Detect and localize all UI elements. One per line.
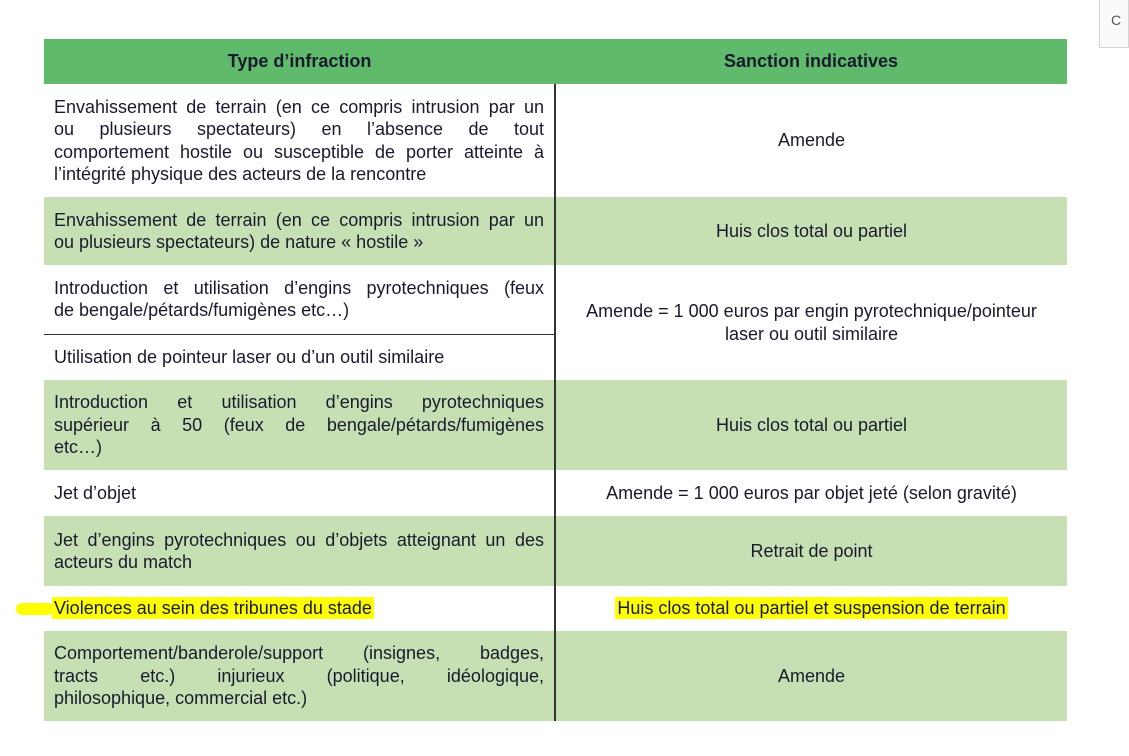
sanction-cell: Amende = 1 000 euros par objet jeté (selon gravité): [606, 482, 1017, 503]
infraction-line: philosophique, commercial etc.): [54, 688, 308, 709]
sanction-cell-merged: [555, 265, 1067, 380]
infraction-cell: [44, 380, 555, 470]
header-sanction: Sanction indicatives: [555, 39, 1067, 84]
infraction-line: Introduction et utilisation d’engins pyrotechniques (feux: [54, 277, 544, 298]
table-row: [44, 470, 1067, 516]
table-row: [44, 197, 1067, 265]
sanction-cell: [555, 586, 1067, 631]
table-row: [44, 84, 1067, 197]
infraction-line: de bengale/pétards/fumigènes etc…): [54, 300, 350, 321]
table-row: [44, 516, 1067, 586]
infraction-line: tracts etc.) injurieux (politique, idéologique,: [54, 665, 544, 686]
infraction-line: Jet d’objet: [54, 482, 137, 503]
corner-widget: [1099, 0, 1129, 48]
sanctions-table: [44, 39, 1067, 721]
table-row: [44, 265, 1067, 334]
infraction-line: Introduction et utilisation d’engins pyrotechniques: [54, 392, 544, 413]
table-row: [44, 380, 1067, 470]
sanction-cell: Retrait de point: [555, 516, 1067, 586]
infraction-cell: [44, 516, 555, 586]
infraction-line: Envahissement de terrain (en ce compris intrusion par un: [54, 209, 544, 230]
table-header-row: [44, 39, 1067, 84]
sanction-cell: Huis clos total ou partiel: [555, 197, 1067, 265]
sanction-line: laser ou outil similaire: [724, 323, 899, 344]
sanction-highlight: Huis clos total ou partiel et suspension de terrain: [617, 598, 1006, 619]
infraction-line: Utilisation de pointeur laser ou d’un outil similaire: [54, 347, 445, 367]
corner-letter: C: [1111, 12, 1122, 28]
infraction-line: ou plusieurs spectateurs) en l’absence de tout: [54, 119, 544, 139]
infraction-cell: [44, 334, 555, 380]
infraction-highlight: Violences au sein des tribunes du stade: [54, 598, 372, 619]
sanction-line: Amende = 1 000 euros par engin pyrotechnique/pointeur: [586, 301, 1037, 321]
infraction-line: Envahissement de terrain (en ce compris intrusion par un: [54, 96, 544, 117]
infraction-cell: [44, 631, 555, 721]
infraction-cell: [44, 265, 555, 334]
sanction-cell: Amende: [777, 130, 846, 151]
infraction-line: Jet d’engins pyrotechniques ou d’objets atteignant un des: [54, 529, 544, 550]
infraction-line: comportement hostile ou susceptible de porter atteinte à: [54, 141, 544, 162]
infraction-line: Comportement/banderole/support (insignes, badges,: [54, 643, 544, 664]
infraction-line: etc…): [54, 437, 103, 458]
infraction-cell: [44, 84, 555, 197]
infraction-line: ou plusieurs spectateurs) de nature « hostile »: [54, 232, 424, 252]
infraction-cell: [44, 470, 555, 516]
infraction-line: l’intégrité physique des acteurs de la rencontre: [54, 164, 427, 184]
table-row-highlighted: [44, 586, 1067, 631]
header-infraction: Type d’infraction: [44, 39, 555, 84]
sanction-cell: Amende: [555, 631, 1067, 721]
infraction-line: acteurs du match: [54, 552, 193, 572]
infraction-cell: [44, 586, 555, 631]
infraction-line: supérieur à 50 (feux de bengale/pétards/fumigènes: [54, 414, 544, 435]
table-row: [44, 631, 1067, 721]
infraction-cell: [44, 197, 555, 265]
sanction-cell: Huis clos total ou partiel: [555, 380, 1067, 470]
